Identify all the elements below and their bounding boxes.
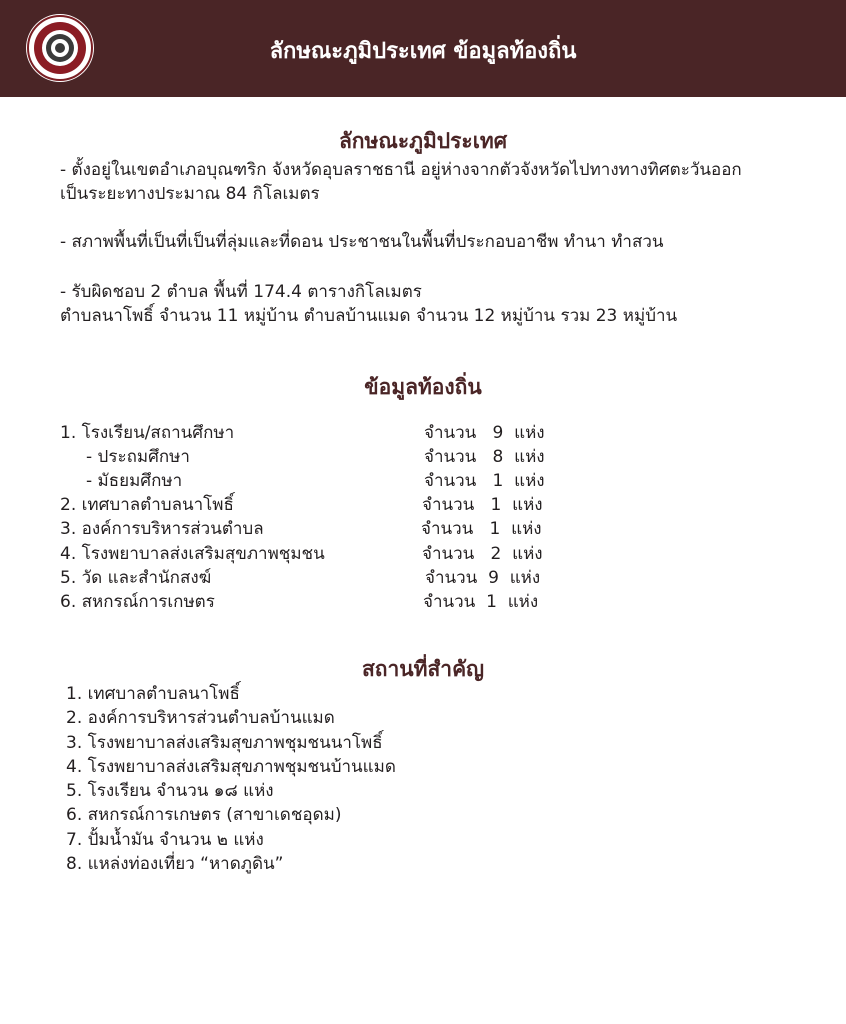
local-item-label: 1. โรงเรียน/สถานศึกษา <box>60 423 235 443</box>
terrain-location-line-2: เป็นระยะทางประมาณ 84 กิโลเมตร <box>60 184 320 204</box>
local-item-count: จำนวน 1 แห่ง <box>422 495 543 515</box>
page-header <box>0 0 846 97</box>
local-item-count: จำนวน 2 แห่ง <box>422 544 543 564</box>
terrain-location-line-1: - ตั้งอยู่ในเขตอำเภอบุณฑริก จังหวัดอุบลราชธานี อยู่ห่างจากตัวจังหวัดไปทางทางทิศตะวันออก <box>60 160 742 180</box>
place-item: 1. เทศบาลตำบลนาโพธิ์ <box>66 684 240 704</box>
terrain-area-line-1: - รับผิดชอบ 2 ตำบล พื้นที่ 174.4 ตารางกิโลเมตร <box>60 282 422 302</box>
local-item-label: - ประถมศึกษา <box>86 447 190 467</box>
local-item-count: จำนวน 1 แห่ง <box>424 471 545 491</box>
local-item-count: จำนวน 1 แห่ง <box>423 592 539 612</box>
header-title: ลักษณะภูมิประเทศ ข้อมูลท้องถิ่น <box>269 39 577 64</box>
place-item: 6. สหกรณ์การเกษตร (สาขาเดชอุดม) <box>66 805 342 825</box>
local-item-count: จำนวน 9 แห่ง <box>425 568 541 588</box>
local-item-label: 5. วัด และสำนักสงฆ์ <box>60 568 212 588</box>
terrain-landscape-text: - สภาพพื้นที่เป็นที่เป็นที่ลุ่มและที่ดอน ประชาชนในพื้นที่ประกอบอาชีพ ทำนา ทำสวน <box>60 232 664 252</box>
local-item-label: 2. เทศบาลตำบลนาโพธิ์ <box>60 495 234 515</box>
place-item: 7. ปั้มน้ำมัน จำนวน ๒ แห่ง <box>66 830 264 850</box>
place-item: 8. แหล่งท่องเที่ยว “หาดภูดิน” <box>66 854 284 874</box>
terrain-section-title: ลักษณะภูมิประเทศ <box>338 129 508 153</box>
local-item-count: จำนวน 8 แห่ง <box>424 447 545 467</box>
place-item: 4. โรงพยาบาลส่งเสริมสุขภาพชุมชนบ้านแมด <box>66 757 396 777</box>
place-item: 5. โรงเรียน จำนวน ๑๘ แห่ง <box>66 781 274 801</box>
local-item-count: จำนวน 1 แห่ง <box>421 519 542 539</box>
local-item-label: 4. โรงพยาบาลส่งเสริมสุขภาพชุมชน <box>60 544 325 564</box>
important-places-section-title: สถานที่สำคัญ <box>361 657 485 681</box>
terrain-area-line-2: ตำบลนาโพธิ์ จำนวน 11 หมู่บ้าน ตำบลบ้านแมด จำนวน 12 หมู่บ้าน รวม 23 หมู่บ้าน <box>60 306 678 326</box>
local-info-section-title: ข้อมูลท้องถิ่น <box>364 375 482 399</box>
local-item-label: - มัธยมศึกษา <box>86 471 183 491</box>
local-item-label: 3. องค์การบริหารส่วนตำบล <box>60 519 264 539</box>
place-item: 2. องค์การบริหารส่วนตำบลบ้านแมด <box>66 708 335 728</box>
local-item-label: 6. สหกรณ์การเกษตร <box>60 592 215 612</box>
local-item-count: จำนวน 9 แห่ง <box>424 423 545 443</box>
place-item: 3. โรงพยาบาลส่งเสริมสุขภาพชุมชนนาโพธิ์ <box>66 733 383 753</box>
